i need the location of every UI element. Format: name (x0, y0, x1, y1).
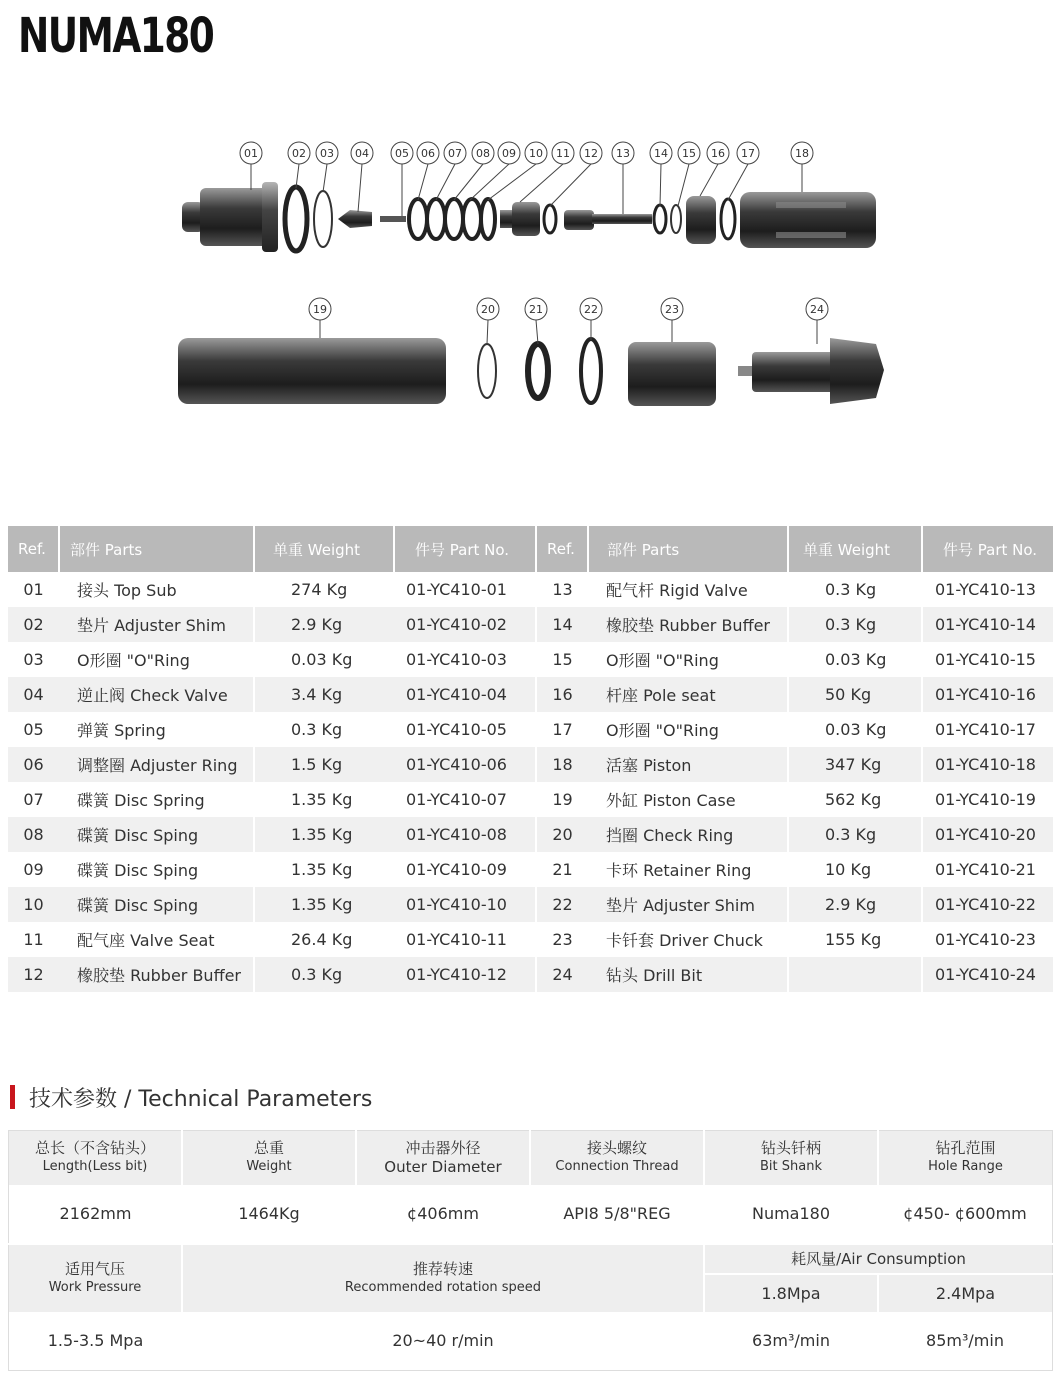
ref-cell: 14 (536, 607, 588, 642)
air-consumption-value-1: 63m³/min (752, 1331, 830, 1350)
part-no-cell: 01-YC410-20 (922, 817, 1053, 852)
part-name-cell: 弹簧 Spring (59, 712, 254, 747)
valve-seat-part (500, 202, 540, 236)
weight-cell: 1.35 Kg (291, 860, 353, 879)
weight-header: 总重 Weight (182, 1131, 356, 1185)
callout-number: 09 (502, 147, 516, 160)
callout-leader-line (470, 164, 509, 200)
part-name-cell: O形圈 "O"Ring (588, 712, 788, 747)
table-row (8, 677, 1053, 712)
weight-cell: 26.4 Kg (291, 930, 353, 949)
retainer-ring-part (528, 344, 548, 398)
ref-cell: 10 (8, 887, 59, 922)
table-row (8, 712, 1053, 747)
part-no-cell: 01-YC410-04 (394, 677, 536, 712)
parts-table (8, 526, 1053, 992)
ref-cell: 21 (552, 860, 573, 879)
part-no-cell: 01-YC410-08 (394, 817, 536, 852)
header-partno-left: 件号 Part No. (394, 526, 536, 572)
callout-number: 10 (529, 147, 543, 160)
part-no-cell: 01-YC410-11 (394, 922, 536, 957)
part-no-cell: 01-YC410-03 (394, 642, 536, 677)
callout-number: 22 (584, 303, 598, 316)
part-name-cell: 外缸 Piston Case (588, 782, 788, 817)
disc-spring-part-1 (427, 199, 445, 239)
part-no-cell: 01-YC410-19 (935, 790, 1036, 809)
parts-table-header (8, 526, 1053, 572)
callout-leader-line (536, 320, 538, 344)
ref-cell: 24 (536, 957, 588, 992)
tech-header-row (9, 1131, 1053, 1185)
tech-values-row-2 (9, 1312, 1053, 1371)
table-row (8, 887, 1053, 922)
part-no-cell: 01-YC410-13 (935, 580, 1036, 599)
air-consumption-value-2: 85m³/min (926, 1331, 1004, 1350)
connection-thread-header: 接头螺纹 Connection Thread (530, 1131, 704, 1185)
header-weight-left: 单重 Weight (254, 526, 394, 572)
part-no-cell: 01-YC410-09 (394, 852, 536, 887)
callout-number: 14 (654, 147, 668, 160)
o-ring-part-3 (721, 199, 735, 239)
tech-section-title: 技术参数 / Technical Parameters (29, 1086, 373, 1112)
table-row (8, 782, 1053, 817)
ref-cell: 07 (23, 790, 44, 809)
part-name-cell: 橡胶垫 Rubber Buffer (59, 957, 254, 992)
rubber-buffer-part (544, 205, 556, 233)
weight-cell: 0.03 Kg (788, 712, 922, 747)
part-name-cell: 配气座 Valve Seat (59, 922, 254, 957)
weight-cell: 10 Kg (788, 852, 922, 887)
weight-cell: 2.9 Kg (788, 887, 922, 922)
part-no-cell: 01-YC410-01 (394, 572, 536, 607)
weight-cell: 155 Kg (788, 922, 922, 957)
ref-cell: 03 (23, 650, 44, 669)
weight-cell: 1.5 Kg (254, 747, 394, 782)
spring-part (380, 216, 406, 222)
ref-cell: 11 (23, 930, 44, 949)
rubber-buffer-part-2 (654, 205, 666, 233)
callout-leader-line (418, 164, 428, 200)
section-marker (10, 1085, 15, 1109)
weight-cell: 274 Kg (291, 580, 348, 599)
length-value: 2162mm (59, 1204, 132, 1223)
pole-seat-part (686, 196, 716, 244)
part-name-cell: 碟簧 Disc Sping (59, 817, 254, 852)
table-row (8, 747, 1053, 782)
part-name-cell: 卡环 Retainer Ring (588, 852, 788, 887)
tech-header-row-2 (9, 1244, 1053, 1274)
callout-number: 13 (616, 147, 630, 160)
callout-number: 08 (476, 147, 490, 160)
header-parts-left: 部件 Parts (59, 526, 254, 572)
driver-chuck-part (628, 342, 716, 406)
ref-cell: 04 (8, 677, 59, 712)
ref-cell: 06 (8, 747, 59, 782)
technical-parameters-table (8, 1130, 1053, 1371)
weight-cell: 1.35 Kg (254, 887, 394, 922)
weight-cell: 3.4 Kg (254, 677, 394, 712)
tech-section-header (10, 1084, 372, 1110)
part-name-cell: 卡钎套 Driver Chuck (588, 922, 788, 957)
callout-number: 02 (292, 147, 306, 160)
piston-part (740, 192, 876, 248)
weight-cell: 0.3 Kg (788, 572, 922, 607)
header-parts-right: 部件 Parts (588, 526, 788, 572)
bit-shank-value: Numa180 (751, 1204, 831, 1223)
ref-cell: 09 (23, 860, 44, 879)
callout-number: 06 (421, 147, 435, 160)
part-no-cell: 01-YC410-07 (394, 782, 536, 817)
table-row (8, 957, 1053, 992)
weight-cell: 1.35 Kg (254, 817, 394, 852)
work-pressure-header: 适用气压 Work Pressure (9, 1244, 183, 1312)
part-no-cell: 01-YC410-16 (922, 677, 1053, 712)
air-consumption-header: 耗风量/Air Consumption (704, 1244, 1053, 1274)
callout-number: 07 (448, 147, 462, 160)
callout-number: 18 (795, 147, 809, 160)
callout-leader-line (296, 164, 299, 188)
header-ref-right: Ref. (536, 526, 588, 572)
part-no-cell: 01-YC410-18 (922, 747, 1053, 782)
weight-cell: 1.35 Kg (291, 790, 353, 809)
disc-spring-part-2 (445, 199, 463, 239)
air-pressure-1: 1.8Mpa (704, 1274, 878, 1312)
air-pressure-2: 2.4Mpa (878, 1274, 1053, 1312)
ref-cell: 08 (8, 817, 59, 852)
table-row (8, 642, 1053, 677)
header-weight-right: 单重 Weight (788, 526, 922, 572)
piston-case-part (178, 338, 446, 404)
check-valve-part (338, 210, 372, 228)
part-name-cell: 碟簧 Disc Sping (59, 852, 254, 887)
weight-cell: 2.9 Kg (254, 607, 394, 642)
part-no-cell: 01-YC410-06 (394, 747, 536, 782)
callout-leader-line (660, 164, 661, 206)
table-row (8, 922, 1053, 957)
part-name-cell: 挡圈 Check Ring (588, 817, 788, 852)
table-row (8, 852, 1053, 887)
ref-cell: 16 (536, 677, 588, 712)
ref-cell: 22 (536, 887, 588, 922)
ref-cell: 02 (8, 607, 59, 642)
callout-number: 05 (395, 147, 409, 160)
callout-number: 12 (584, 147, 598, 160)
callout-leader-line (487, 320, 488, 344)
callout-leader-line (454, 164, 483, 200)
shim-part (285, 187, 307, 251)
ref-cell: 15 (552, 650, 573, 669)
length-header: 总长（不含钻头） Length(Less bit) (9, 1131, 183, 1185)
weight-cell: 0.3 Kg (254, 957, 394, 992)
part-no-cell: 01-YC410-15 (935, 650, 1036, 669)
part-name-cell: O形圈 "O"Ring (588, 642, 788, 677)
o-ring-part (314, 191, 332, 247)
weight-cell: 50 Kg (788, 677, 922, 712)
callout-number: 19 (313, 303, 327, 316)
outer-diameter-header: 冲击器外径 Outer Diameter (356, 1131, 530, 1185)
part-name-cell: O形圈 "O"Ring (59, 642, 254, 677)
part-no-cell: 01-YC410-21 (935, 860, 1036, 879)
table-row (8, 572, 1053, 607)
callout-leader-line (520, 164, 563, 202)
product-title: NUMA180 (18, 8, 214, 64)
callout-number: 21 (529, 303, 543, 316)
check-ring-part (478, 344, 496, 398)
callout-number: 24 (810, 303, 824, 316)
part-name-cell: 活塞 Piston (588, 747, 788, 782)
hole-range-value: ¢450- ¢600mm (903, 1204, 1027, 1223)
callout-leader-line (700, 164, 718, 196)
rotation-speed-header: 推荐转速 Recommended rotation speed (182, 1244, 704, 1312)
connection-thread-value: API8 5/8"REG (563, 1204, 671, 1223)
header-ref-left: Ref. (8, 526, 59, 572)
weight-cell: 562 Kg (788, 782, 922, 817)
callout-number: 04 (355, 147, 369, 160)
parts-table-body (8, 572, 1053, 992)
callout-number: 15 (682, 147, 696, 160)
rigid-valve-part (564, 210, 652, 230)
part-name-cell: 钻头 Drill Bit (588, 957, 788, 992)
weight-cell: 347 Kg (788, 747, 922, 782)
ref-cell: 23 (552, 930, 573, 949)
ref-cell: 12 (8, 957, 59, 992)
part-no-cell: 01-YC410-05 (394, 712, 536, 747)
callout-number: 03 (320, 147, 334, 160)
part-name-cell: 橡胶垫 Rubber Buffer (588, 607, 788, 642)
part-name-cell: 碟簧 Disc Sping (59, 887, 254, 922)
rotation-speed-value: 20~40 r/min (392, 1331, 494, 1350)
table-row (8, 817, 1053, 852)
callout-leader-line (436, 164, 455, 200)
ref-cell: 05 (23, 720, 44, 739)
disc-spring-part-3 (463, 199, 481, 239)
weight-value: 1464Kg (238, 1204, 300, 1223)
part-name-cell: 垫片 Adjuster Shim (588, 887, 788, 922)
callout-number: 20 (481, 303, 495, 316)
part-name-cell: 垫片 Adjuster Shim (59, 607, 254, 642)
adjuster-shim-part-2 (581, 339, 601, 403)
exploded-parts-diagram (0, 130, 1060, 430)
part-no-cell: 01-YC410-23 (935, 930, 1036, 949)
weight-cell: 0.03 Kg (291, 650, 353, 669)
weight-cell: 0.3 Kg (788, 607, 922, 642)
callout-number: 16 (711, 147, 725, 160)
part-no-cell: 01-YC410-22 (922, 887, 1053, 922)
ref-cell: 19 (552, 790, 573, 809)
callout-leader-line (323, 164, 327, 192)
part-name-cell: 碟簧 Disc Spring (59, 782, 254, 817)
ref-cell: 01 (23, 580, 44, 599)
part-name-cell: 接头 Top Sub (59, 572, 254, 607)
part-no-cell: 01-YC410-02 (394, 607, 536, 642)
callout-leader-line (358, 164, 362, 212)
adjuster-ring-part (409, 199, 427, 239)
disc-spring-part-4 (481, 199, 495, 239)
outer-diameter-value: ¢406mm (407, 1204, 479, 1223)
part-name-cell: 逆止阀 Check Valve (59, 677, 254, 712)
weight-cell: 0.3 Kg (291, 720, 343, 739)
callout-number: 01 (244, 147, 258, 160)
part-no-cell: 01-YC410-10 (394, 887, 536, 922)
part-no-cell: 01-YC410-24 (922, 957, 1053, 992)
part-name-cell: 配气杆 Rigid Valve (588, 572, 788, 607)
ref-cell: 13 (552, 580, 573, 599)
top-sub-part (182, 182, 278, 252)
header-partno-right: 件号 Part No. (922, 526, 1053, 572)
o-ring-part-2 (671, 205, 681, 233)
callout-number: 11 (556, 147, 570, 160)
part-name-cell: 调整圈 Adjuster Ring (59, 747, 254, 782)
part-no-cell: 01-YC410-12 (394, 957, 536, 992)
weight-cell: 0.3 Kg (788, 817, 922, 852)
ref-cell: 20 (536, 817, 588, 852)
weight-cell: 0.03 Kg (788, 642, 922, 677)
work-pressure-value: 1.5-3.5 Mpa (47, 1331, 144, 1350)
part-no-cell: 01-YC410-14 (922, 607, 1053, 642)
ref-cell: 18 (536, 747, 588, 782)
ref-cell: 17 (552, 720, 573, 739)
part-name-cell: 杆座 Pole seat (588, 677, 788, 712)
hole-range-header: 钻孔范围 Hole Range (878, 1131, 1053, 1185)
drill-bit-part (738, 338, 884, 404)
callout-number: 17 (741, 147, 755, 160)
part-no-cell: 01-YC410-17 (935, 720, 1036, 739)
weight-cell (788, 957, 922, 992)
callout-number: 23 (665, 303, 679, 316)
tech-values-row (9, 1185, 1053, 1244)
bit-shank-header: 钻头钎柄 Bit Shank (704, 1131, 878, 1185)
table-row (8, 607, 1053, 642)
